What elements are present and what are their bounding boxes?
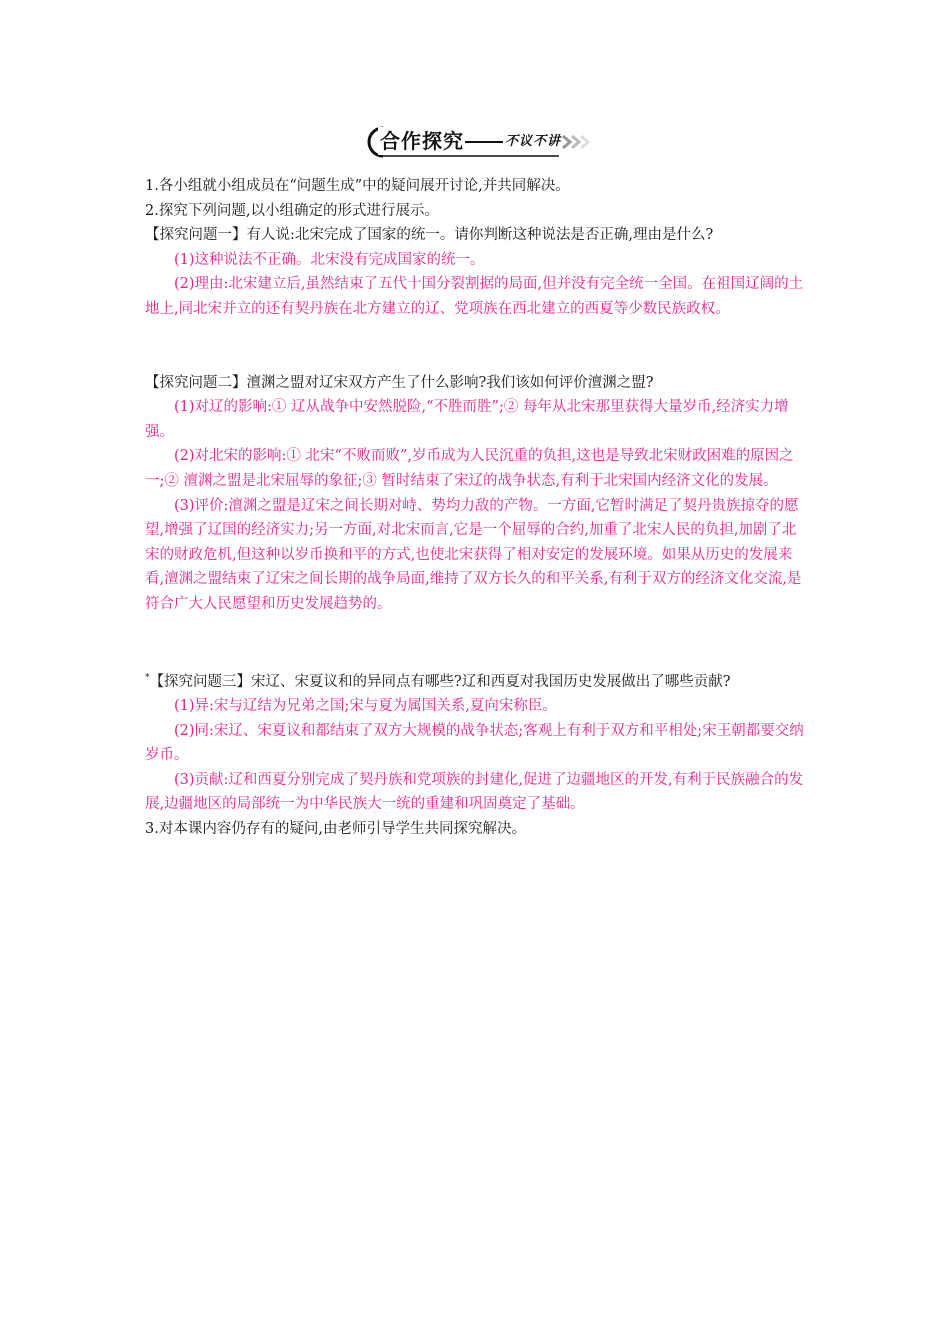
optional-star-mark: * [145, 672, 150, 683]
question-1-answer-2: (2)理由:北宋建立后,虽然结束了五代十国分裂割据的局面,但并没有完全统一全国。在祖国辽阔的土地上,同北宋并立的还有契丹族在北方建立的辽、党项族在西北建立的西夏等少数民族政权。 [145, 276, 804, 317]
intro-item-2: 2.探究下列问题,以小组确定的形式进行展示。 [145, 202, 439, 219]
banner-title: 合作探究 [380, 129, 464, 153]
question-3-text: 【探究问题三】宋辽、宋夏议和的异同点有哪些?辽和西夏对我国历史发展做出了哪些贡献? [149, 673, 731, 690]
intro-item-1: 1.各小组就小组成员在“问题生成”中的疑问展开讨论,并共同解决。 [145, 178, 570, 194]
banner-subtitle: 不议不讲 [505, 134, 562, 149]
question-2: 【探究问题二】澶渊之盟对辽宋双方产生了什么影响?我们该如何评价澶渊之盟? [145, 374, 654, 391]
question-3-answer-2: (2)同:宋辽、宋夏议和都结束了双方大规模的战争状态;客观上有利于双方和平相处;宋王朝都要交纳岁币。 [145, 722, 804, 764]
spacer [145, 617, 810, 666]
question-2-answer-1: (1)对辽的影响:① 辽从战争中安然脱险,“不胜而胜”;② 每年从北宋那里获得大量岁币,经济实力增强。 [145, 399, 789, 440]
question-3-answer-1: (1)异:宋与辽结为兄弟之国;宋与夏为属国关系,夏向宋称臣。 [174, 697, 557, 714]
banner-dash [465, 141, 503, 143]
outro-item-3: 3.对本课内容仍存有的疑问,由老师引导学生共同探究解决。 [145, 820, 526, 837]
question-2-answer-3: (3)评价:澶渊之盟是辽宋之间长期对峙、势均力敌的产物。一方面,它暂时满足了契丹贵族掠夺的愿望,增强了辽国的经济实力;另一方面,对北宋而言,它是一个屈辱的合约,加重了北宋人民的负担,加剧了北宋的财政危机,但这种以岁币换和平的方式,也使北宋获得了相对安定的发展环境。如果从历史的发展来看,澶渊之盟结束了辽宋之间长期的战争局面,维持了双方长久的和平关系,有利于双方的经济文化交流,是符合广大人民愿望和历史发展趋势的。 [145, 497, 802, 612]
section-banner [363, 124, 593, 160]
question-2-answer-2: (2)对北宋的影响:① 北宋“不败而败”,岁币成为人民沉重的负担,这也是导致北宋财政困难的原因之一;② 澶渊之盟是北宋屈辱的象征;③ 暂时结束了宋辽的战争状态,有利于北宋国内经济文化的发展。 [145, 448, 794, 489]
question-3-answer-3: (3)贡献:辽和西夏分别完成了契丹族和党项族的封建化,促进了边疆地区的开发,有利于民族融合的发展,边疆地区的局部统一为中华民族大一统的重建和巩固奠定了基础。 [145, 771, 804, 813]
question-3 [145, 666, 810, 694]
question-1: 【探究问题一】有人说:北宋完成了国家的统一。请你判断这种说法是否正确,理由是什么? [145, 227, 714, 244]
spacer [145, 322, 810, 371]
question-1-answer-1: (1)这种说法不正确。北宋没有完成国家的统一。 [174, 251, 485, 268]
document-body [145, 174, 810, 841]
